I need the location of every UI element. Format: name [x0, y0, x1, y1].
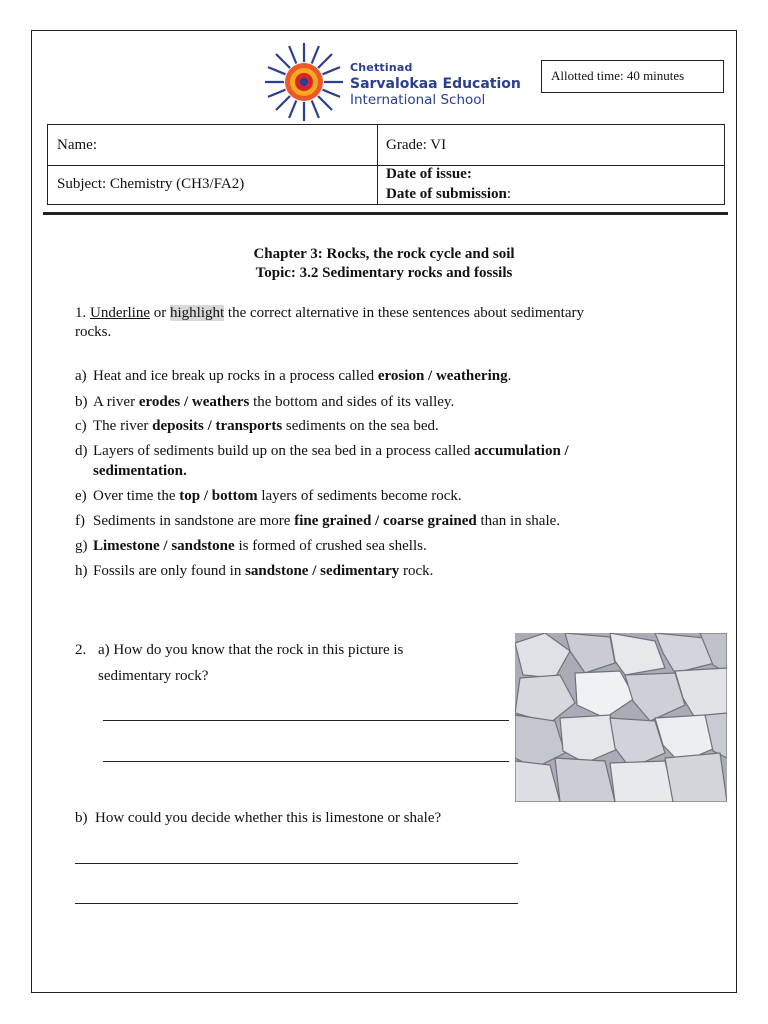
student-info-table: [47, 124, 725, 205]
q1-item-c: c) The river deposits / transports sediments on the sea bed.: [75, 418, 439, 434]
allotted-time-box: Allotted time: 40 minutes: [541, 60, 724, 93]
name-field[interactable]: Name:: [57, 137, 97, 153]
question-2a-text-cont: sedimentary rock?: [98, 668, 209, 684]
topic-title: Topic: 3.2 Sedimentary rocks and fossils: [255, 265, 513, 281]
school-logo-text: [350, 60, 521, 108]
question-2a-text: a) How do you know that the rock in this picture is: [98, 642, 404, 658]
logo-line-1: Chettinad: [350, 61, 413, 74]
answer-line-2a-2[interactable]: [103, 761, 509, 762]
answer-line-2a-1[interactable]: [103, 720, 509, 721]
q1-item-e: e) Over time the top / bottom layers of sediments become rock.: [75, 488, 462, 504]
grade-field: Grade: VI: [386, 137, 447, 153]
logo-line-3: International School: [350, 92, 486, 108]
sedimentary-rock-photo: [515, 633, 727, 802]
school-logo-emblem: [262, 40, 346, 124]
q1-item-f: f) Sediments in sandstone are more fine grained / coarse grained than in shale.: [75, 513, 561, 529]
question-2b: b) How could you decide whether this is limestone or shale?: [75, 810, 442, 826]
date-of-issue-field[interactable]: Date of issue:: [386, 166, 472, 182]
answer-line-2b-2[interactable]: [75, 903, 518, 904]
q1-item-b: b) A river erodes / weathers the bottom and sides of its valley.: [75, 394, 455, 410]
question-2-number: 2.: [75, 642, 87, 658]
answer-line-2b-1[interactable]: [75, 863, 518, 864]
logo-line-2: Sarvalokaa Education: [350, 76, 521, 92]
q1-item-d: d) Layers of sediments build up on the sea bed in a process called accumulation /: [75, 443, 569, 459]
q1-item-a: a) Heat and ice break up rocks in a process called erosion / weathering.: [75, 368, 512, 384]
question-1-instructions-cont: rocks.: [75, 324, 112, 340]
chapter-title: Chapter 3: Rocks, the rock cycle and soil: [253, 246, 515, 262]
header-divider: [43, 212, 728, 215]
date-of-submission-field[interactable]: Date of submission:: [386, 186, 512, 202]
q1-item-d-cont: sedimentation.: [93, 463, 187, 479]
q1-item-g: g) Limestone / sandstone is formed of crushed sea shells.: [75, 538, 427, 554]
subject-field: Subject: Chemistry (CH3/FA2): [57, 176, 245, 192]
question-1-instructions: 1. Underline or highlight the correct alternative in these sentences about sedimentary: [75, 305, 585, 321]
q1-item-h: h) Fossils are only found in sandstone / sedimentary rock.: [75, 563, 434, 579]
